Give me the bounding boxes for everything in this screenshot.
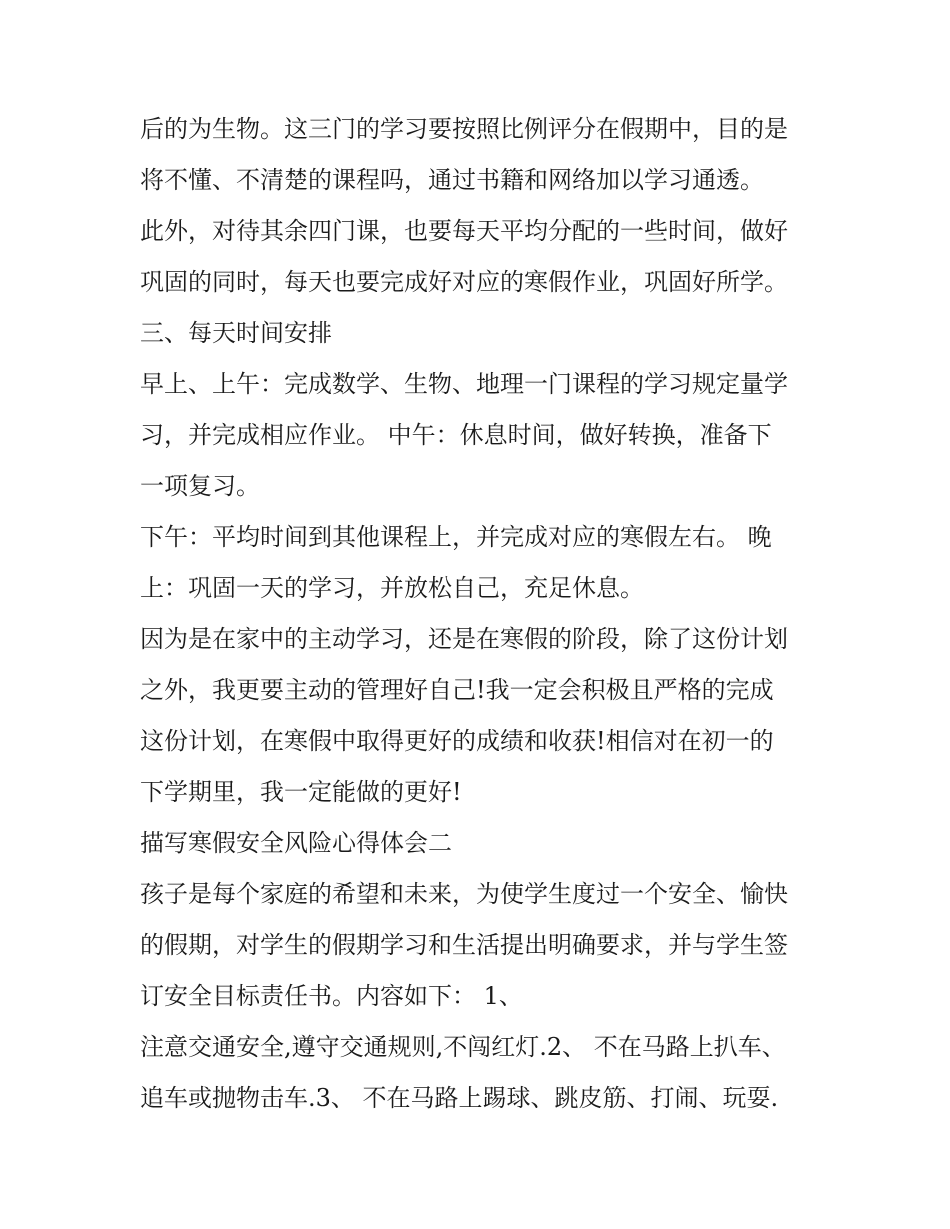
text-line: 此外，对待其余四门课，也要每天平均分配的一些时间，做好 [140,217,788,245]
text-line: 订安全目标责任书。内容如下： 1、 [140,982,523,1010]
document-body [140,104,830,1124]
text-line: 早上、上午：完成数学、生物、地理一门课程的学习规定量学 [140,370,788,398]
text-line: 将不懂、不清楚的课程吗，通过书籍和网络加以学习通透。 [140,166,764,194]
text-line: 因为是在家中的主动学习，还是在寒假的阶段，除了这份计划 [140,625,788,653]
section-heading: 描写寒假安全风险心得体会二 [140,829,452,857]
text-line: 下午：平均时间到其他课程上，并完成对应的寒假左右。 晚 [140,523,772,551]
text-line: 的假期，对学生的假期学习和生活提出明确要求，并与学生签 [140,931,788,959]
section-heading: 三、每天时间安排 [140,319,332,347]
text-line: 注意交通安全,遵守交通规则,不闯红灯.2、 不在马路上扒车、 [140,1033,786,1061]
text-line: 习，并完成相应作业。 中午：休息时间，做好转换，准备下 [140,421,772,449]
text-line: 一项复习。 [140,472,260,500]
text-line: 这份计划，在寒假中取得更好的成绩和收获!相信对在初一的 [140,727,774,755]
text-line: 追车或抛物击车.3、 不在马路上踢球、跳皮筋、打闹、玩耍. [140,1084,779,1112]
text-line: 下学期里，我一定能做的更好! [140,778,462,806]
text-line: 巩固的同时，每天也要完成好对应的寒假作业，巩固好所学。 [140,268,788,296]
text-line: 后的为生物。这三门的学习要按照比例评分在假期中，目的是 [140,115,788,143]
text-line: 孩子是每个家庭的希望和未来，为使学生度过一个安全、愉快 [140,880,788,908]
text-line: 上：巩固一天的学习，并放松自己，充足休息。 [140,574,644,602]
text-line: 之外，我更要主动的管理好自己!我一定会积极且严格的完成 [140,676,774,704]
